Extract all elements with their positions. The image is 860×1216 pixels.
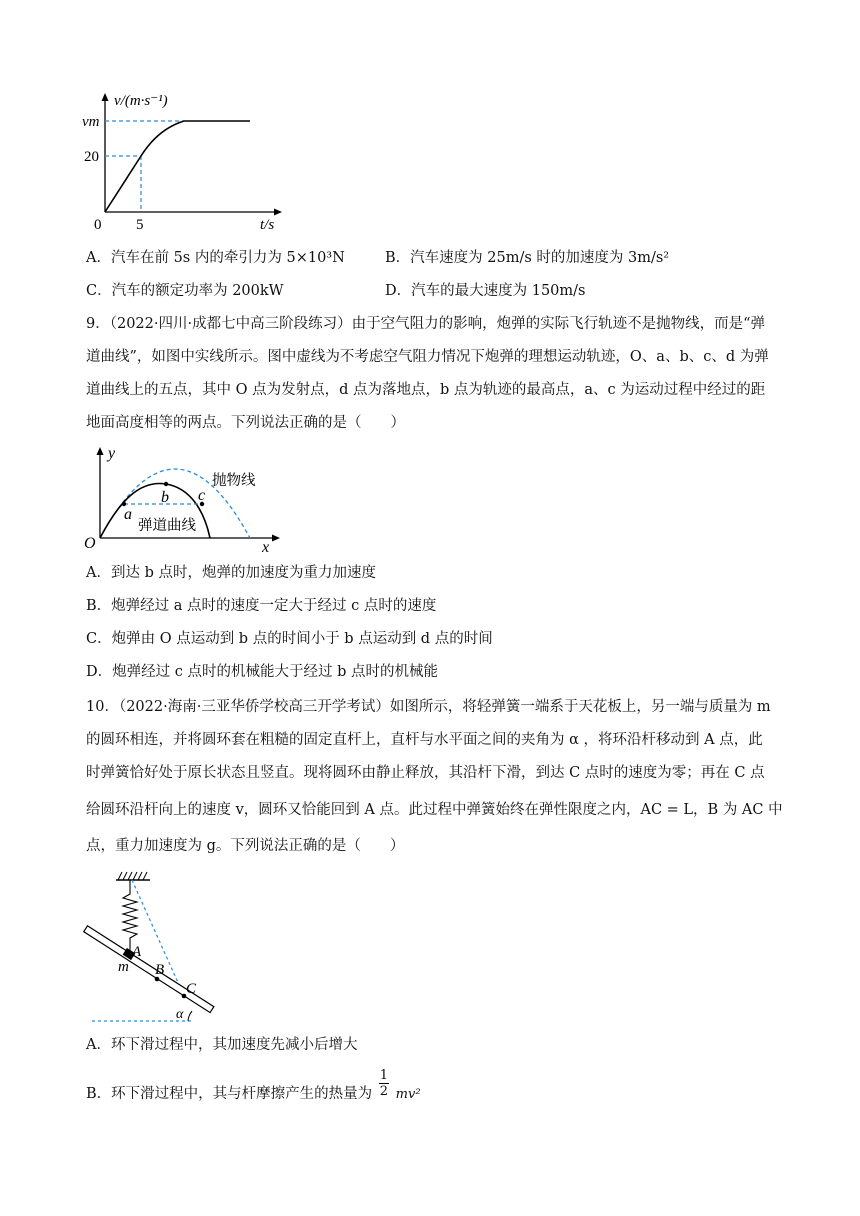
q10-stem-line-3: 时弹簧恰好处于原长状态且竖直。现将圆环由静止释放，其沿杆下滑，到达 C 点时的速度为零；再在 C 点 (86, 765, 765, 781)
q8-option-d: D．汽车的最大速度为 150m/s (385, 283, 586, 299)
y-tick-vm: vm (82, 114, 100, 130)
point-B-label: B (155, 962, 165, 978)
q9-option-c: C．炮弹由 O 点运动到 b 点的时间小于 b 点运动到 d 点的时间 (86, 631, 493, 647)
q9-stem-line-1: 9．（2022·四川·成都七中高三阶段练习）由于空气阻力的影响，炮弹的实际飞行轨迹不是抛物线，而是“弹 (86, 316, 766, 332)
angle-alpha-label: α (176, 1007, 184, 1022)
parabola-label: 抛物线 (212, 473, 256, 489)
q9-option-a: A．到达 b 点时，炮弹的加速度为重力加速度 (86, 565, 376, 581)
point-c-label: c (198, 487, 206, 504)
q8-option-b: B．汽车速度为 25m/s 时的加速度为 3m/s² (385, 250, 670, 266)
q10-stem-line-5: 点，重力加速度为 g。下列说法正确的是（ ） (86, 838, 405, 854)
ballistic-label: 弹道曲线 (138, 518, 196, 534)
origin-label: 0 (94, 217, 102, 233)
y-axis-label: v/(m·s⁻¹) (114, 93, 168, 109)
q10-option-b-formula: mv² (395, 1086, 421, 1102)
x-axis-label: x (262, 539, 270, 555)
trajectory-figure (80, 440, 290, 555)
x-tick-5: 5 (136, 217, 144, 233)
point-a-label: a (124, 506, 132, 523)
fraction-denominator: 2 (379, 1084, 389, 1099)
x-axis-label: t/s (260, 217, 275, 233)
point-C-label: C (186, 981, 197, 997)
fraction (379, 1068, 389, 1099)
q8-option-c: C．汽车的额定功率为 200kW (86, 283, 284, 299)
q8-option-a: A．汽车在前 5s 内的牵引力为 5×10³N (86, 250, 345, 266)
q9-option-b: B．炮弹经过 a 点时的速度一定大于经过 c 点时的速度 (86, 598, 437, 614)
q10-stem-line-1: 10．（2022·海南·三亚华侨学校高三开学考试）如图所示，将轻弹簧一端系于天花板上，另一端与质量为 m (86, 699, 771, 715)
q9-stem-line-3: 道曲线上的五点，其中 O 点为发射点，d 点为落地点，b 点为轨迹的最高点，a、c 为运动过程中经过的距 (86, 382, 766, 398)
q9-option-d: D．炮弹经过 c 点时的机械能大于经过 b 点时的机械能 (86, 664, 438, 680)
mass-m-label: m (118, 959, 129, 975)
spring-rod-figure (80, 868, 220, 1028)
vt-graph (78, 84, 288, 234)
q10-option-a: A．环下滑过程中，其加速度先减小后增大 (86, 1037, 358, 1053)
point-A-label: A (132, 944, 142, 960)
y-axis-label: y (108, 445, 116, 462)
q9-stem-line-4: 地面高度相等的两点。下列说法正确的是（ ） (86, 415, 405, 431)
q10-option-b-text: B．环下滑过程中，其与杆摩擦产生的热量为 (86, 1085, 373, 1102)
point-b-label: b (161, 489, 169, 506)
fraction-numerator: 1 (379, 1068, 389, 1083)
origin-label: O (84, 535, 96, 552)
q10-stem-line-4: 给圆环沿杆向上的速度 v，圆环又恰能回到 A 点。此过程中弹簧始终在弹性限度之内，AC = L，B 为 AC 中 (86, 802, 783, 818)
q10-stem-line-2: 的圆环相连，并将圆环套在粗糙的固定直杆上，直杆与水平面之间的夹角为 α ，将环沿杆移动到 A 点，此 (86, 732, 763, 748)
y-tick-20: 20 (84, 149, 99, 165)
q10-option-b (86, 1066, 421, 1110)
q9-stem-line-2: 道曲线”，如图中实线所示。图中虚线为不考虑空气阻力情况下炮弹的理想运动轨迹，O、a、b、c、d 为弹 (86, 349, 769, 365)
